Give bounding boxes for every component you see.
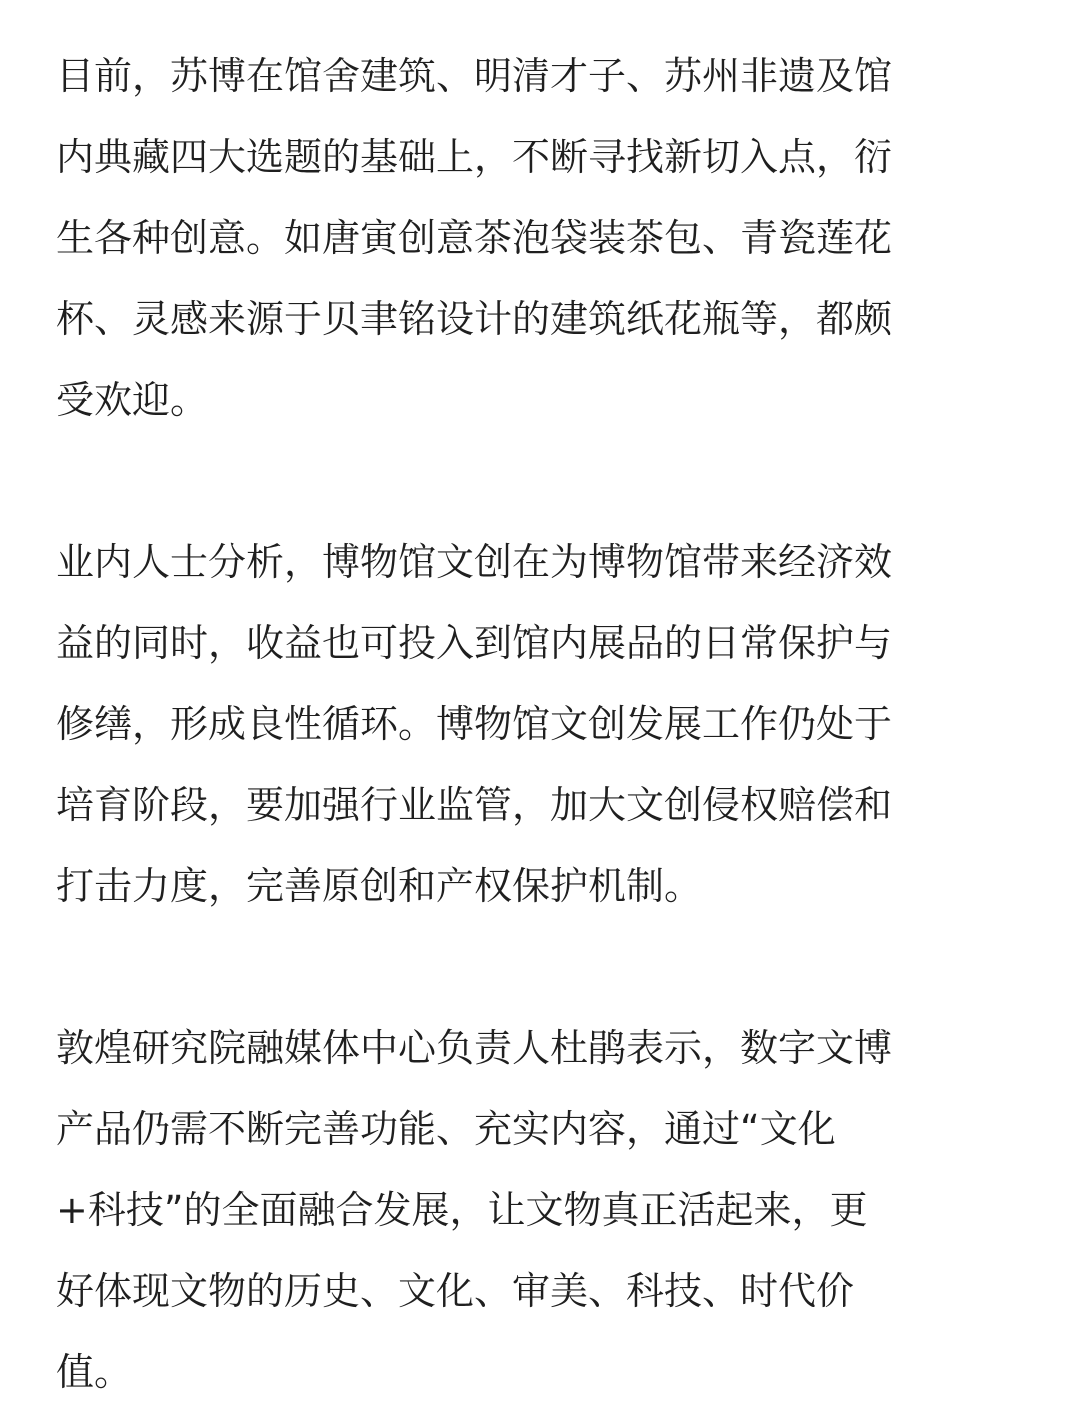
text-line: 生各种创意。如唐寅创意茶泡袋装茶包、青瓷莲花 xyxy=(56,216,893,260)
text-line: 好体现文物的历史、文化、审美、科技、时代价 xyxy=(56,1269,855,1313)
paragraph-spacer xyxy=(56,927,1024,1008)
text-line: 修缮，形成良性循环。博物馆文创发展工作仍处于 xyxy=(56,702,893,746)
text-line: 培育阶段，要加强行业监管，加大文创侵权赔偿和 xyxy=(56,783,893,827)
text-line: 敦煌研究院融媒体中心负责人杜鹃表示，数字文博 xyxy=(56,1026,893,1070)
text-line: 益的同时，收益也可投入到馆内展品的日常保护与 xyxy=(56,621,893,665)
text-line: 内典藏四大选题的基础上，不断寻找新切入点，衍 xyxy=(56,135,893,179)
paragraph-suzhou-museum xyxy=(56,36,1024,441)
text-line: 杯、灵感来源于贝聿铭设计的建筑纸花瓶等，都颇 xyxy=(56,297,893,341)
text-line: 产品仍需不断完善功能、充实内容，通过“文化 xyxy=(56,1107,836,1151)
paragraph-dunhuang-statement xyxy=(56,1008,1024,1413)
text-line: 值。 xyxy=(56,1350,133,1394)
text-line: 目前，苏博在馆舍建筑、明清才子、苏州非遗及馆 xyxy=(56,54,893,98)
paragraph-spacer xyxy=(56,441,1024,522)
text-line: +科技”的全面融合发展，让文物真正活起来，更 xyxy=(56,1188,868,1232)
text-line: 业内人士分析，博物馆文创在为博物馆带来经济效 xyxy=(56,540,893,584)
paragraph-industry-analysis xyxy=(56,522,1024,927)
text-line: 打击力度，完善原创和产权保护机制。 xyxy=(56,864,703,908)
text-line: 受欢迎。 xyxy=(56,378,209,422)
